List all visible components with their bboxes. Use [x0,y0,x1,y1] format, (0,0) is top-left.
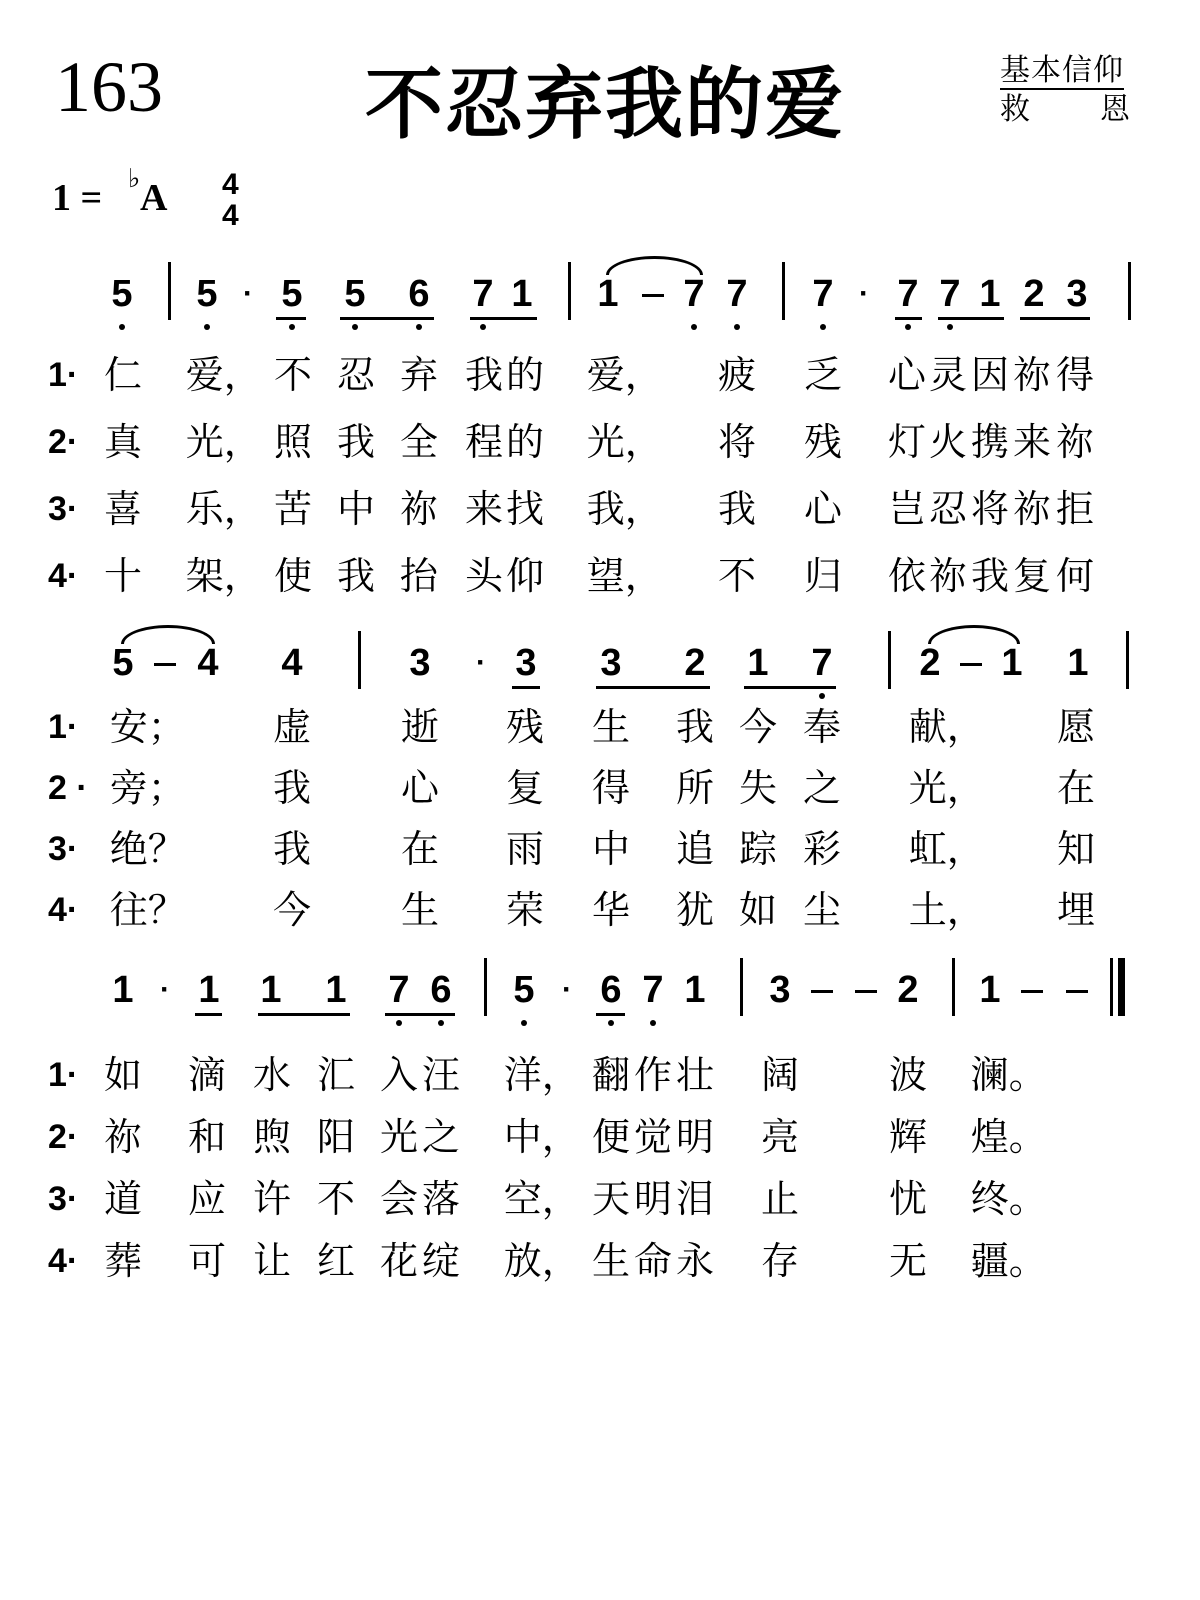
lyric-syllable: 阳 [316,1115,356,1159]
note: 1 [747,642,769,684]
lyric-syllable: 在 [1056,766,1096,810]
lyric-syllable: 弃 [399,353,439,397]
lyric-syllable: 头 [464,554,504,598]
lyric-syllable: 祢 [928,554,968,598]
lyric-syllable: 心 [887,353,927,397]
lyric-syllable: 程 [464,420,504,464]
lyric-syllable: 红 [316,1239,356,1283]
lyric-syllable: 祢 [399,487,439,531]
note: 6 [408,273,430,315]
lyric-syllable: 我 [717,487,757,531]
lyric-syllable: 苦 [273,487,313,531]
note: 7 [812,273,834,315]
lyric-syllable: 追 [675,827,715,871]
lyric-syllable: 何 [1055,554,1095,598]
lyric-syllable: 复 [505,766,545,810]
lyric-syllable: 全 [399,420,439,464]
lyric-syllable: 因 [970,353,1010,397]
lyric-syllable: 安； [109,705,186,749]
lyric-syllable: 华 [591,888,631,932]
lyric-syllable: 生 [400,888,440,932]
lyric-syllable: 将 [970,487,1010,531]
lyric-syllable: 道 [103,1177,143,1221]
lyric-syllable: 明 [633,1177,673,1221]
lyric-syllable: 携 [970,420,1010,464]
lyric-syllable: 洋， [503,1053,580,1097]
bar-line [888,631,891,689]
lyric-syllable: 疆。 [970,1239,1047,1283]
lyric-syllable: 找 [505,487,545,531]
lyric-syllable: 得 [1055,353,1095,397]
note: 4 [197,642,219,684]
lyric-syllable: 永 [675,1239,715,1283]
note: 1 [1001,642,1023,684]
lyric-syllable: 辉 [888,1115,928,1159]
bar-line [782,262,785,320]
lyric-syllable: 我 [272,766,312,810]
verse-number: 2· [48,423,79,461]
lyric-syllable: 如 [738,888,778,932]
tie-arc [121,625,215,644]
lyric-syllable: 中 [591,827,631,871]
lyric-syllable: 所 [675,766,715,810]
lyric-syllable: 仰 [505,554,545,598]
lyric-syllable: 中， [503,1115,580,1159]
octave-dot-below [947,324,953,330]
lyric-syllable: 十 [103,554,143,598]
note: 5 [281,273,303,315]
lyric-syllable: 乏 [803,353,843,397]
note: 6 [430,969,452,1011]
lyric-syllable: 便 [591,1115,631,1159]
eighth-beam [596,1013,625,1016]
lyric-syllable: 虚 [272,705,312,749]
eighth-beam [470,317,537,320]
lyric-syllable: 和 [187,1115,227,1159]
lyric-syllable: 犹 [675,888,715,932]
note: 1 [1067,642,1089,684]
lyric-syllable: 汪 [421,1053,461,1097]
octave-dot-below [396,1020,402,1026]
key-letter: A [140,177,168,219]
note: 1 [260,969,282,1011]
tie-arc [928,625,1020,644]
note: 7 [939,273,961,315]
lyric-syllable: 命 [633,1239,673,1283]
verse-number: 3· [48,490,79,528]
lyric-syllable: 忍 [928,487,968,531]
note: 3 [409,642,431,684]
note: 7 [472,273,494,315]
octave-dot-below [521,1020,527,1026]
eighth-beam [938,317,1004,320]
lyric-syllable: 祢 [1012,487,1052,531]
lyric-syllable: 我 [336,554,376,598]
lyric-syllable: 泪 [675,1177,715,1221]
augmentation-dot: · [476,646,486,679]
lyric-syllable: 光， [586,420,663,464]
note: 5 [513,969,535,1011]
lyric-syllable: 葬 [103,1239,143,1283]
lyric-syllable: 翻 [591,1053,631,1097]
lyric-syllable: 止 [760,1177,800,1221]
note: 1 [979,273,1001,315]
lyric-syllable: 归 [803,554,843,598]
note: 1 [198,969,220,1011]
lyric-syllable: 绽 [421,1239,461,1283]
lyric-syllable: 依 [887,554,927,598]
octave-dot-below [416,324,422,330]
lyric-syllable: 残 [505,705,545,749]
note: 4 [281,642,303,684]
lyric-syllable: 虹， [908,827,985,871]
lyric-syllable: 乐， [185,487,262,531]
note: 1 [979,969,1001,1011]
lyric-syllable: 汇 [316,1053,356,1097]
lyric-syllable: 光， [185,420,262,464]
augmentation-dot: · [160,973,170,1006]
lyric-syllable: 入 [379,1053,419,1097]
eighth-beam [744,686,836,689]
eighth-beam [385,1013,455,1016]
lyric-syllable: 存 [760,1239,800,1283]
tie-arc [606,256,703,275]
lyric-syllable: 之 [421,1115,461,1159]
lyric-syllable: 祢 [103,1115,143,1159]
bar-line [484,958,487,1016]
note: 7 [726,273,748,315]
lyric-syllable: 今 [738,705,778,749]
lyric-syllable: 澜。 [970,1053,1047,1097]
lyric-syllable: 心 [803,487,843,531]
lyric-syllable: 让 [252,1239,292,1283]
hymn-subcategory [1000,93,1130,127]
dash-mark [811,970,832,1010]
note: 1 [511,273,533,315]
lyric-syllable: 不 [717,554,757,598]
octave-dot-below [480,324,486,330]
lyric-syllable: 心 [400,766,440,810]
note: 5 [112,642,134,684]
lyric-syllable: 真 [103,420,143,464]
octave-dot-below [438,1020,444,1026]
augmentation-dot: · [243,277,253,310]
verse-number: 4· [48,557,79,595]
octave-dot-below [820,324,826,330]
lyric-syllable: 忧 [888,1177,928,1221]
octave-dot-below [289,324,295,330]
lyric-syllable: 无 [888,1239,928,1283]
octave-dot-below [204,324,210,330]
lyric-syllable: 望， [586,554,663,598]
verse-number: 2· [48,1118,79,1156]
lyric-syllable: 祢 [1012,353,1052,397]
lyric-syllable: 埋 [1056,888,1096,932]
lyric-syllable: 不 [273,353,313,397]
lyric-syllable: 终。 [970,1177,1047,1221]
lyric-syllable: 祢 [1055,420,1095,464]
lyric-syllable: 荣 [505,888,545,932]
octave-dot-below [734,324,740,330]
verse-number: 3· [48,830,79,868]
lyric-syllable: 爱， [185,353,262,397]
lyric-syllable: 阔 [760,1053,800,1097]
augmentation-dot: · [859,277,869,310]
lyric-syllable: 滴 [187,1053,227,1097]
note: 3 [1066,273,1088,315]
lyric-syllable: 火 [928,420,968,464]
lyric-syllable: 绝？ [109,827,186,871]
lyric-syllable: 抬 [399,554,439,598]
lyric-syllable: 仁 [103,353,143,397]
verse-number: 1· [48,1056,79,1094]
lyric-syllable: 光 [379,1115,419,1159]
bar-line [740,958,743,1016]
lyric-syllable: 我 [272,827,312,871]
bar-line [952,958,955,1016]
lyric-syllable: 水 [252,1053,292,1097]
lyric-syllable: 生 [591,705,631,749]
dash-mark [855,970,876,1010]
lyric-syllable: 波 [888,1053,928,1097]
eighth-beam [895,317,922,320]
lyric-syllable: 的 [505,353,545,397]
lyric-syllable: 照 [273,420,313,464]
verse-number: 4· [48,891,79,929]
lyric-syllable: 我 [970,554,1010,598]
lyric-syllable: 踪 [738,827,778,871]
eighth-beam [596,686,710,689]
hymn-category: 基本信仰 [1000,53,1124,88]
key-prefix: 1 = [52,177,103,219]
lyric-syllable: 知 [1056,827,1096,871]
lyric-syllable: 献， [908,705,985,749]
lyric-syllable: 灯 [887,420,927,464]
lyric-syllable: 爱， [586,353,663,397]
lyric-syllable: 空， [503,1177,580,1221]
lyric-syllable: 觉 [633,1115,673,1159]
note: 6 [600,969,622,1011]
lyric-syllable: 的 [505,420,545,464]
lyric-syllable: 亮 [760,1115,800,1159]
lyric-syllable: 煦 [252,1115,292,1159]
lyric-syllable: 将 [717,420,757,464]
lyric-syllable: 中 [336,487,376,531]
lyric-syllable: 土， [908,888,985,932]
lyric-syllable: 得 [591,766,631,810]
lyric-syllable: 架， [185,554,262,598]
lyric-syllable: 今 [272,888,312,932]
lyric-syllable: 生 [591,1239,631,1283]
lyric-syllable: 煌。 [970,1115,1047,1159]
lyric-syllable: 作 [633,1053,673,1097]
lyric-syllable: 拒 [1055,487,1095,531]
final-bar-thin [1110,958,1113,1016]
lyric-syllable: 喜 [103,487,143,531]
dash-mark [154,643,175,683]
octave-dot-below [819,693,825,699]
dash-mark [1066,970,1087,1010]
note: 5 [196,273,218,315]
lyric-syllable: 壮 [675,1053,715,1097]
lyric-syllable: 我 [464,353,504,397]
bar-line [168,262,171,320]
note: 7 [642,969,664,1011]
note: 7 [811,642,833,684]
lyric-syllable: 光， [908,766,985,810]
verse-number: 1· [48,356,79,394]
subcategory-char: 恩 [1100,92,1130,127]
lyric-syllable: 逝 [400,705,440,749]
note: 7 [683,273,705,315]
lyric-syllable: 愿 [1056,705,1096,749]
note: 3 [769,969,791,1011]
time-signature-top: 4 [222,168,239,201]
octave-dot-below [650,1020,656,1026]
lyric-syllable: 我， [586,487,663,531]
bar-line [1126,631,1129,689]
lyric-syllable: 失 [738,766,778,810]
note: 7 [897,273,919,315]
lyric-syllable: 尘 [802,888,842,932]
lyric-syllable: 落 [421,1177,461,1221]
octave-dot-below [691,324,697,330]
lyric-syllable: 使 [273,554,313,598]
final-bar-thick [1118,958,1125,1016]
lyric-syllable: 应 [187,1177,227,1221]
subcategory-char: 救 [1000,92,1030,127]
bar-line [568,262,571,320]
flat-sign: ♭ [128,164,141,194]
bar-line [1128,262,1131,320]
verse-number: 4· [48,1242,79,1280]
lyric-syllable: 天 [591,1177,631,1221]
eighth-beam [195,1013,222,1016]
note: 1 [325,969,347,1011]
lyric-syllable: 旁； [109,766,186,810]
eighth-beam [512,686,540,689]
note: 5 [344,273,366,315]
lyric-syllable: 来 [1012,420,1052,464]
note: 3 [515,642,537,684]
octave-dot-below [608,1020,614,1026]
lyric-syllable: 明 [675,1115,715,1159]
note: 2 [1023,273,1045,315]
lyric-syllable: 灵 [928,353,968,397]
lyric-syllable: 雨 [505,827,545,871]
lyric-syllable: 可 [187,1239,227,1283]
lyric-syllable: 彩 [802,827,842,871]
lyric-syllable: 奉 [802,705,842,749]
bar-line [358,631,361,689]
dash-mark [1021,970,1042,1010]
dash-mark [960,643,981,683]
lyric-syllable: 往？ [109,888,186,932]
eighth-beam [1020,317,1090,320]
octave-dot-below [119,324,125,330]
lyric-syllable: 来 [464,487,504,531]
note: 2 [919,642,941,684]
note: 1 [112,969,134,1011]
lyric-syllable: 我 [336,420,376,464]
lyric-syllable: 疲 [717,353,757,397]
lyric-syllable: 残 [803,420,843,464]
lyric-syllable: 许 [252,1177,292,1221]
dash-mark [642,274,663,314]
verse-number: 2 · [48,769,88,807]
lyric-syllable: 忍 [336,353,376,397]
note: 2 [897,969,919,1011]
octave-dot-below [352,324,358,330]
lyric-syllable: 复 [1012,554,1052,598]
lyric-syllable: 会 [379,1177,419,1221]
hymn-title: 不忍弃我的爱 [365,60,846,150]
verse-number: 3· [48,1180,79,1218]
hymn-number: 163 [55,47,163,127]
lyric-syllable: 岂 [887,487,927,531]
augmentation-dot: · [562,973,572,1006]
eighth-beam [340,317,434,320]
eighth-beam [276,317,306,320]
lyric-syllable: 我 [675,705,715,749]
time-signature-bottom: 4 [222,199,239,232]
note: 3 [600,642,622,684]
lyric-syllable: 花 [379,1239,419,1283]
note: 7 [388,969,410,1011]
note: 2 [684,642,706,684]
note: 1 [597,273,619,315]
verse-number: 1· [48,708,79,746]
note: 1 [684,969,706,1011]
lyric-syllable: 在 [400,827,440,871]
note: 5 [111,273,133,315]
octave-dot-below [905,324,911,330]
lyric-syllable: 不 [316,1177,356,1221]
lyric-syllable: 如 [103,1053,143,1097]
lyric-syllable: 之 [802,766,842,810]
lyric-syllable: 放， [503,1239,580,1283]
eighth-beam [258,1013,350,1016]
